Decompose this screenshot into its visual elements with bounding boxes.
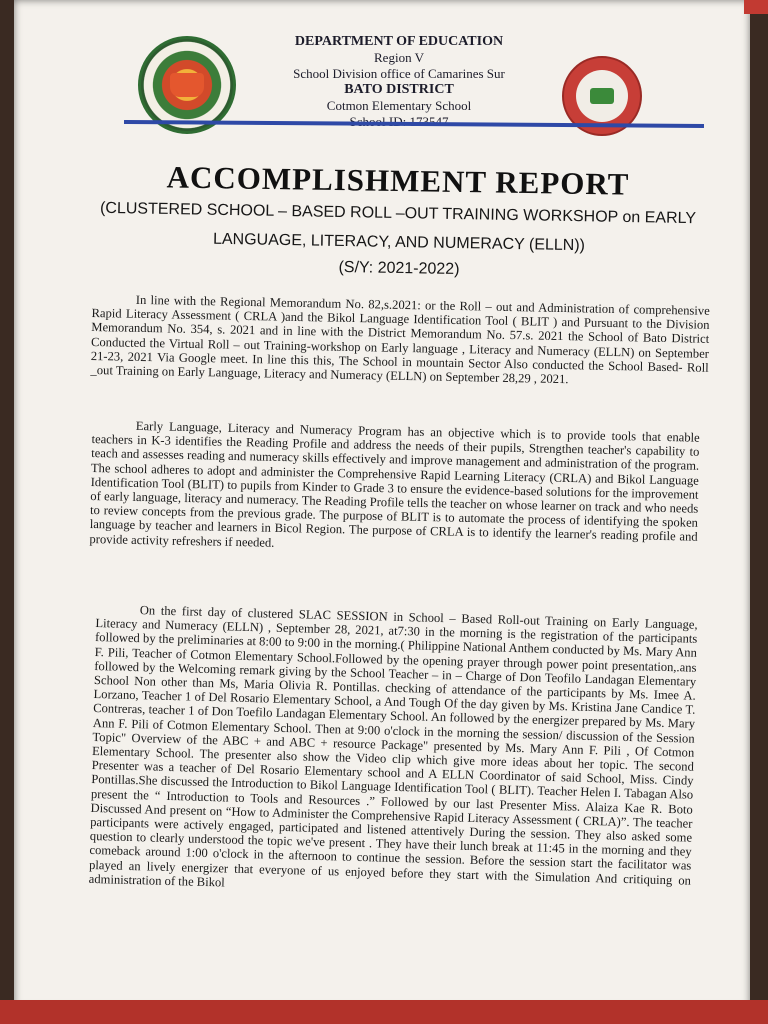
report-title: ACCOMPLISHMENT REPORT (166, 159, 630, 202)
report-subtitle-line2: LANGUAGE, LITERACY, AND NUMERACY (ELLN)) (212, 230, 586, 255)
region: Region V (374, 50, 424, 65)
top-corner-edge (744, 0, 768, 14)
paragraph-3 (89, 602, 698, 902)
paragraph-1-text: In line with the Regional Memorandum No. 82,s.2021: or the Roll – out and Administration of comprehensive Rapid Literacy Assessment ( CRLA )and the Bikol Language Identification Tool ( BLIT ) and Pursuant to the Division Memorandum No. 354, s. 2021 and in line with the District Memorandum No. 57.s. 2021 the School of Bato District Conducted the Virtual Roll – out Training-workshop on Early language , Literacy and Numeracy (ELLN) on September 21-23, 2021 Via Google meet. In line this this, The School in mountain Sector Also conducted the School Based- Roll _out Training on Early Language, Literacy and Numeracy (ELLN) on September 28,29 , 2021. (90, 292, 710, 387)
document-page (14, 0, 750, 1008)
school-year: (S/Y: 2021-2022) (338, 258, 460, 279)
paragraph-3-text: On the first day of clustered SLAC SESSION in School – Based Roll-out Training on Early Language, Literacy and Numeracy (ELLN) , September 28, 2021, at7:30 in the morning is the registration of the participants followed by the preliminaries at 8:00 to 9:00 in the morning.( Philippine National Anthem conducted by Ms. Mary Ann F. Pili, Teacher of Cotmon Elementary School.Followed by the opening prayer through power point presentation,.ans followed by the Welcoming remark giving by the School Teacher – in – Charge of Don Teofilo Landagan Elementary School Non other than Ms, Maria Olivia R. Pontillas. checking of attendance of the participants by Ms. Imee A. Lorzano, Teacher 1 of Del Rosario Elementary School, a And Tough Of the day given by Ms. Kristina Jane Candice T. Contreras, teacher 1 of Don Toefilo Landagan Elementary School. An followed by the energizer prepared by Ms. Mary Ann F. Pili of Cotmon Elementary School. Then at 9:00 o'clock in the morning the session/ discussion of the Session Topic" Overview of the ABC + and ABC + resource Package" presented by Ms. Mary Ann F. Pili , Of Cotmon Elementary School. The presenter also show the Video clip which give more ideas about her topic. The second Presenter was a teacher of Del Rosario Elementary school and A ELLN Coordinator of said School, Miss. Cindy Pontillas.She discussed the Introduction to Bikol Language Identification Tool ( BLIT). Teacher Helen I. Tabagan Also present the “ Introduction to Tools and Resources .” Followed by our last Presenter Miss. Alaiza Kae R. Boto Discussed And present on “How to Administer the Comprehensive Rapid Literacy Assessment ( CRLA)”. The teacher participants were actively engaged, participated and listened attentively During the session. They also asked some question to clearly understood the topic we've present . They have their lunch break at 11:45 in the morning and they comeback around 1:00 o'clock in the afternoon to continue the session. Before the session start the facilitator was played an lively energizer that everyone of us enjoyed before they start with the Simulation And critiquing on administration of the Bikol (88, 603, 698, 890)
paragraph-2-text: Early Language, Literacy and Numeracy Program has an objective which is to provide tools that enable teachers in K-3 identifies the Reading Profile and address the needs of their pupils, Strengthen teacher's capability to teach and assesses reading and numeracy skills effectively and improve management and administration of the program. The school adheres to adopt and administer the Comprehensive Rapid Learning Literacy (CRLA) and Bikol Language Identification Tool (BLIT) to pupils from Kinder to Grade 3 to ensure the evidence-based solutions for the improvement of early language, literacy and numeracy. The Reading Profile tells the teacher on whose learner on track and who needs to review concepts from the previous grade. The purpose of BLIT is to automate the process of identifying the spoken language by teacher and learners in Bicol Region. The purpose of CRLA is to identify the learner's reading profile and provide activity refreshers if needed. (89, 418, 700, 550)
report-subtitle-line1: (CLUSTERED SCHOOL – BASED ROLL –OUT TRAINING WORKSHOP on EARLY (99, 199, 697, 228)
school-name: Cotmon Elementary School (326, 98, 472, 113)
department-name: DEPARTMENT OF EDUCATION (294, 34, 504, 49)
division: School Division office of Camarines Sur (293, 66, 505, 81)
bottom-edge-strip (0, 1000, 768, 1024)
letterhead (244, 34, 554, 130)
paragraph-2 (89, 418, 700, 559)
district: BATO DISTRICT (344, 82, 454, 97)
paragraph-1 (90, 292, 710, 389)
